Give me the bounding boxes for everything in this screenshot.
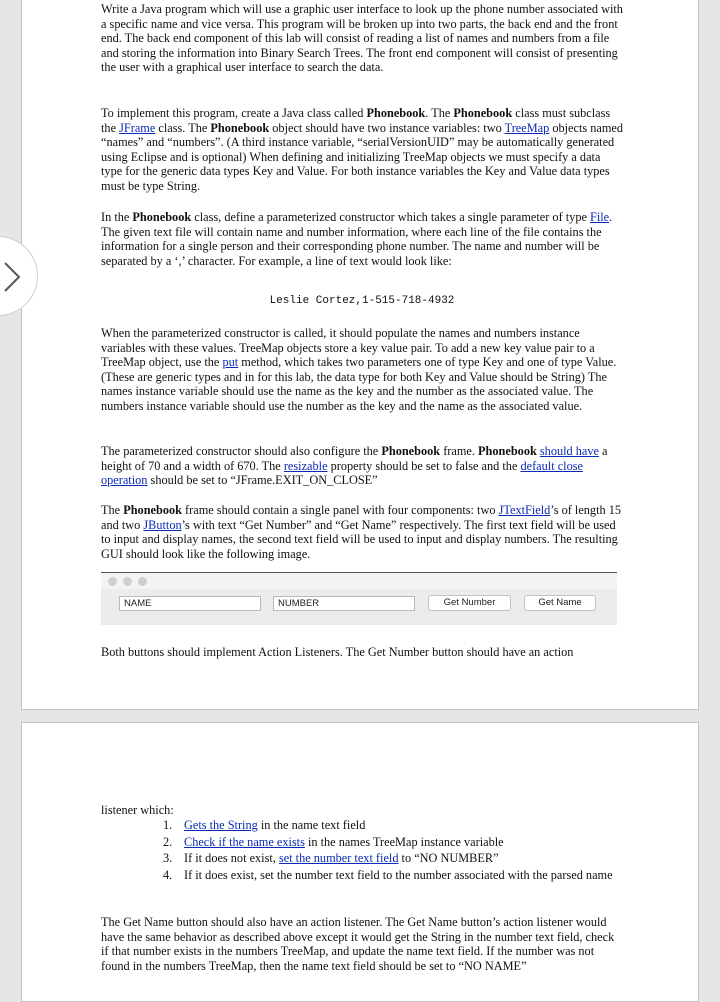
intro-text: Write a Java program which will use a graphic user interface to look up the phone number associated with a specific name and vice versa. This program will be broken up into two parts, the back end and the front end. The back end component of this lab will consist of reading a list of names and numbers from a file and storing the information into Binary Search Trees. The front end component will consist of presenting the user with a graphical user interface to search the data.	[101, 2, 623, 75]
window-close-dot-icon	[108, 577, 117, 586]
text-span: The parameterized constructor should also configure the	[101, 444, 382, 458]
constructor-paragraph	[101, 210, 623, 268]
check-name-exists-link[interactable]: Check if the name exists	[184, 834, 305, 849]
text-span: In the	[101, 210, 133, 224]
text-span: property should be set to false and the	[327, 458, 521, 473]
get-name-text: The Get Name button should also have an action listener. The Get Name button’s action listener would have the same behavior as described above except it would get the String in the number text field, check if that number exists in the numbers TreeMap, and update the name text field. If the number was not found in the numbers TreeMap, then the name text field should be set to “NO NAME”	[101, 915, 615, 973]
configure-paragraph	[101, 444, 623, 488]
default-close-operation-link[interactable]: default close operation	[101, 458, 583, 488]
resizable-link[interactable]: resizable	[283, 458, 328, 473]
text-span: method, which takes two parameters one of type Key and one of type Value. (These are generic types and in for this lab, the data type for both Key and Value should be String) The names instance variable should use the name as the key and the number as the associated value. The numbers instance variable should use the number as the key and the name as the associated value.	[101, 355, 617, 413]
chevron-right-icon	[3, 261, 21, 293]
list-number: 1.	[163, 818, 173, 832]
text-span: to “NO NUMBER”	[398, 851, 499, 866]
text-span: class must subclass the	[101, 106, 611, 135]
set-number-field-link[interactable]: set the number text field	[278, 851, 399, 866]
list-number: 2.	[163, 834, 173, 849]
treemap-link[interactable]: TreeMap	[504, 120, 550, 135]
text-span: When the parameterized constructor is called, it should populate the names and numbers instance variables with these values. TreeMap objects store a key value pair. To add a new key value pair to a TreeMap object, use the	[101, 326, 595, 370]
text-span: ’s of length 15 and two	[101, 503, 622, 532]
jtextfield-link[interactable]: JTextField	[498, 503, 551, 517]
steps-list	[163, 818, 623, 882]
list-item	[163, 851, 623, 866]
intro-paragraph	[101, 2, 623, 75]
phonebook-bold: Phonebook	[381, 444, 441, 458]
list-item	[163, 868, 623, 883]
gui-screenshot	[101, 572, 617, 625]
example-line: Leslie Cortez,1-515-718-4932	[269, 295, 455, 307]
text-span: a height of 70 and a width of 670. The	[101, 444, 608, 473]
text-span: object should have two instance variables: two	[269, 120, 505, 135]
get-name-paragraph	[101, 915, 623, 973]
text-span: . The given text file will contain name and number information, where each line of the file contains the information for a single person and their corresponding phone number. The name and number will be separated by a ‘,’ character. For example, a line of text would look like:	[101, 210, 613, 268]
jframe-link[interactable]: JFrame	[119, 120, 156, 135]
text-span: should be set to “JFrame.EXIT_ON_CLOSE”	[147, 473, 378, 488]
phonebook-bold: Phonebook	[123, 503, 182, 517]
text-span: To implement this program, create a Java class called	[101, 106, 367, 120]
put-link[interactable]: put	[222, 355, 239, 370]
list-number: 3.	[163, 851, 173, 866]
gets-the-string-link[interactable]: Gets the String	[184, 818, 258, 832]
text-span: in the name text field	[257, 818, 366, 832]
jbutton-link[interactable]: JButton	[143, 517, 182, 532]
text-span: in the names TreeMap instance variable	[304, 834, 504, 849]
get-name-button: Get Name	[524, 595, 596, 611]
should-have-link[interactable]: should have	[539, 444, 599, 458]
populate-paragraph	[101, 326, 623, 414]
phonebook-bold: Phonebook	[478, 444, 537, 458]
window-titlebar	[101, 572, 617, 589]
text-span: objects named “names” and “numbers”. (A third instance variable, “serialVersionUID” may be automatically generated using Eclipse and is optional) When defining and initializing TreeMap objects we must specify a data type for the generic data types Key and Value. For both instance variables the Key and Value data types must be type String.	[101, 120, 624, 193]
window-minimize-dot-icon	[123, 577, 132, 586]
text-span: frame should contain a single panel with four components: two	[181, 503, 499, 517]
listener-intro	[101, 803, 623, 818]
list-item	[163, 818, 623, 833]
text-span: class. The	[155, 120, 211, 135]
phonebook-bold: Phonebook	[453, 106, 513, 120]
action-listeners-text: Both buttons should implement Action Listeners. The Get Number button should have an action	[101, 645, 574, 659]
components-paragraph	[101, 503, 623, 561]
number-field: NUMBER	[273, 596, 415, 611]
get-number-button: Get Number	[428, 595, 511, 611]
list-item	[163, 835, 623, 850]
text-span: class, define a parameterized constructor which takes a single parameter of type	[191, 210, 590, 224]
text-span: If it does not exist,	[184, 851, 279, 866]
text-span: . The	[425, 106, 454, 120]
text-span: If it does exist, set the number text field to the number associated with the parsed name	[184, 867, 613, 882]
document-page-1	[21, 0, 699, 710]
implementation-paragraph	[101, 106, 623, 194]
listener-intro-text: listener which:	[101, 803, 174, 817]
action-listeners-paragraph	[101, 645, 623, 660]
name-field: NAME	[119, 596, 261, 611]
file-link[interactable]: File	[590, 210, 610, 224]
text-span: The	[101, 503, 124, 517]
phonebook-bold: Phonebook	[366, 106, 426, 120]
list-number: 4.	[163, 867, 173, 882]
phonebook-bold: Phonebook	[132, 210, 192, 224]
text-span: frame.	[440, 444, 479, 458]
window-zoom-dot-icon	[138, 577, 147, 586]
document-page-2	[21, 722, 699, 1002]
text-span: ’s with text “Get Number” and “Get Name” respectively. The first text field will be used to input and display names, the second text field will be used to input and display numbers. The resulting GUI should look like the following image.	[101, 517, 618, 561]
phonebook-bold: Phonebook	[210, 120, 270, 135]
